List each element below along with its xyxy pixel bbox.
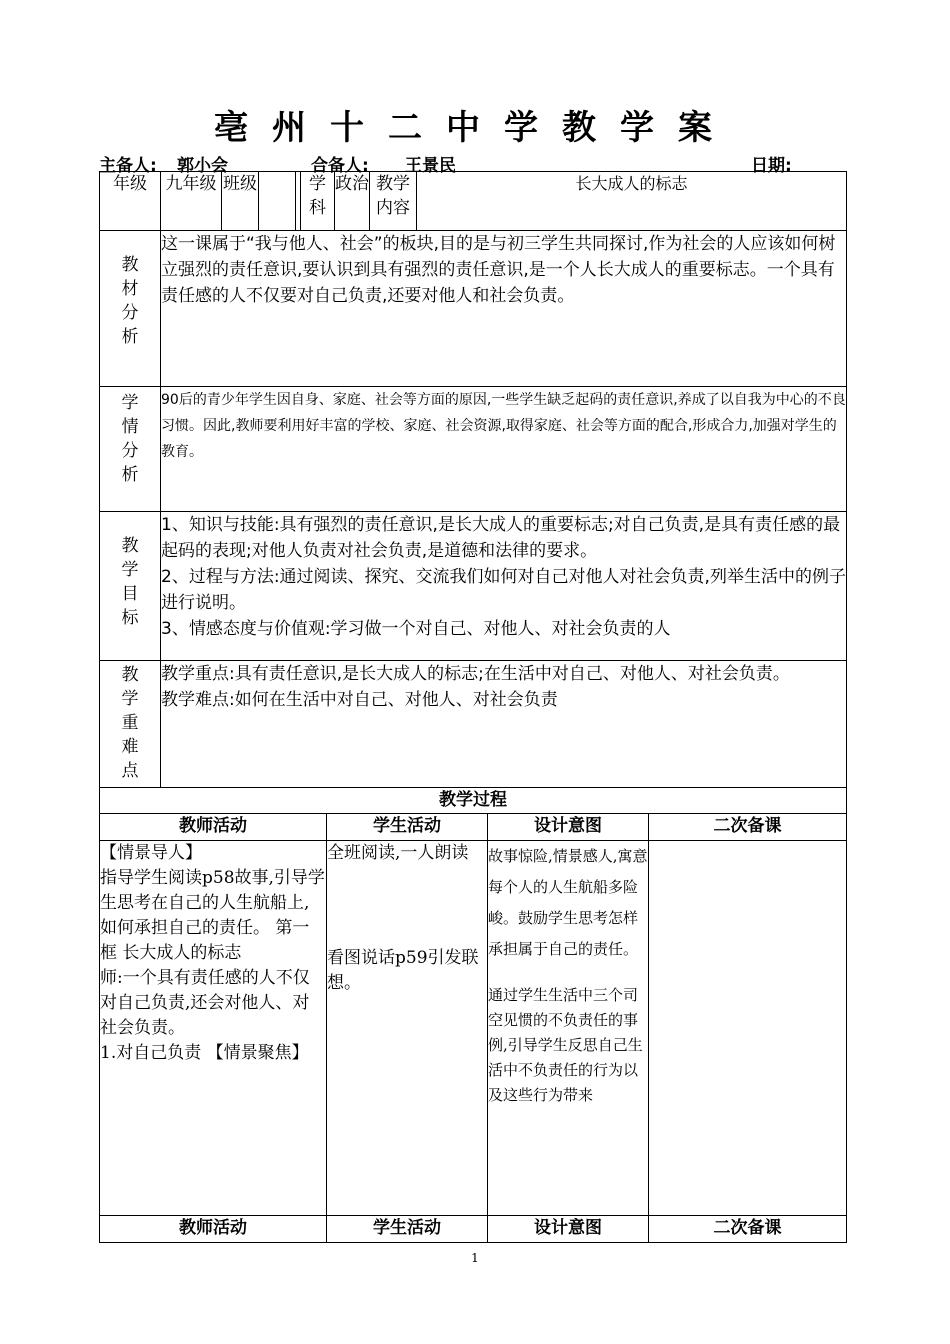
lesson-info-table bbox=[99, 171, 847, 788]
goals-cell bbox=[161, 512, 847, 661]
key-point: 教学重点:具有责任意识,是长大成人的标志;在生活中对自己、对他人、对社会负责。 bbox=[161, 664, 790, 684]
date-label: 日期: bbox=[751, 156, 792, 176]
material-text: 这一课属于“我与他人、社会”的板块,目的是与初三学生共同探讨,作为社会的人应该如何树立强烈的责任意识,要认识到具有强烈的责任意识,是一个人长大成人的重要标志。一个具有责任感的人不仅要对自己负责,还要对他人和社会负责。 bbox=[161, 231, 847, 387]
process-title: 教学过程 bbox=[100, 788, 847, 814]
teaching-process-table bbox=[99, 787, 847, 1243]
page-number: 1 bbox=[471, 1251, 479, 1265]
main-preparer: 郭小会 bbox=[177, 156, 228, 176]
co-preparer: 王景民 bbox=[405, 156, 456, 176]
design-step-story: 故事惊险,情景感人,寓意每个人的人生航船多险峻。鼓励学生思考怎样承担属于自己的责任。 bbox=[488, 847, 648, 958]
goal-process: 2、过程与方法:通过阅读、探究、交流我们如何对自己对他人对社会负责,列举生活中的例子进行说明。 bbox=[161, 567, 846, 613]
subject-value: 政治 bbox=[335, 172, 370, 231]
goal-knowledge: 1、知识与技能:具有强烈的责任意识,是长大成人的重要标志;对自己负责,是具有责任感的最起码的表现;对他人负责对社会负责,是道德和法律的要求。 bbox=[161, 515, 841, 561]
co-preparer-label: 合备人: bbox=[311, 156, 369, 176]
design-intent-cell bbox=[488, 841, 649, 1216]
difficult-point: 教学难点:如何在生活中对自己、对他人、对社会负责 bbox=[161, 690, 558, 710]
col-design-header-repeat: 设计意图 bbox=[488, 1216, 649, 1243]
page-title: 亳州十二中学教学案 bbox=[214, 108, 736, 148]
teacher-step-focus: 1.对自己负责 【情景聚焦】 bbox=[100, 1043, 309, 1063]
col-student-header-repeat: 学生活动 bbox=[327, 1216, 488, 1243]
student-step-read: 全班阅读,一人朗读 bbox=[327, 843, 469, 863]
teacher-activity-cell bbox=[100, 841, 327, 1216]
student-analysis-label: 学情分析 bbox=[100, 387, 161, 512]
grade-label: 年级 bbox=[100, 172, 161, 231]
col-teacher-header-repeat: 教师活动 bbox=[100, 1216, 327, 1243]
col-second-header-repeat: 二次备课 bbox=[649, 1216, 847, 1243]
key-points-cell bbox=[161, 661, 847, 788]
class-label: 班级 bbox=[222, 172, 259, 231]
student-analysis-text: 90后的青少年学生因自身、家庭、社会等方面的原因,一些学生缺乏起码的责任意识,养成了以自我为中心的不良习惯。因此,教师要利用好丰富的学校、家庭、社会资源,取得家庭、社会等方面的配合,形成合力,加强对学生的教育。 bbox=[161, 387, 847, 512]
teacher-step-talk: 师:一个具有责任感的人不仅对自己负责,还会对他人、对社会负责。 bbox=[100, 968, 310, 1038]
content-label: 教学内容 bbox=[370, 172, 417, 231]
teacher-step-intro: 【情景导人】 bbox=[100, 843, 202, 863]
goals-label: 教学目标 bbox=[100, 512, 161, 661]
goal-attitude: 3、情感态度与价值观:学习做一个对自己、对他人、对社会负责的人 bbox=[161, 619, 671, 639]
main-preparer-label: 主备人: bbox=[99, 156, 157, 176]
grade-value: 九年级 bbox=[161, 172, 222, 231]
col-design-header: 设计意图 bbox=[488, 814, 649, 841]
material-label: 教材分析 bbox=[100, 231, 161, 387]
col-second-header: 二次备课 bbox=[649, 814, 847, 841]
content-value: 长大成人的标志 bbox=[417, 172, 847, 231]
col-teacher-header: 教师活动 bbox=[100, 814, 327, 841]
class-value bbox=[259, 172, 296, 231]
second-prep-cell bbox=[649, 841, 847, 1216]
key-points-label: 教学重难点 bbox=[100, 661, 161, 788]
subject-label: 学科 bbox=[301, 172, 335, 231]
col-student-header: 学生活动 bbox=[327, 814, 488, 841]
student-step-picture: 看图说话p59引发联想。 bbox=[327, 948, 479, 993]
student-activity-cell bbox=[327, 841, 488, 1216]
design-step-reflect: 通过学生生活中三个司空见惯的不负责任的事例,引导学生反思自己生活中不负责任的行为以及这些行为带来 bbox=[488, 986, 643, 1104]
teacher-step-read: 指导学生阅读p58故事,引导学生思考在自己的人生航船上,如何承担自己的责任。 第一框 长大成人的标志 bbox=[100, 868, 325, 963]
